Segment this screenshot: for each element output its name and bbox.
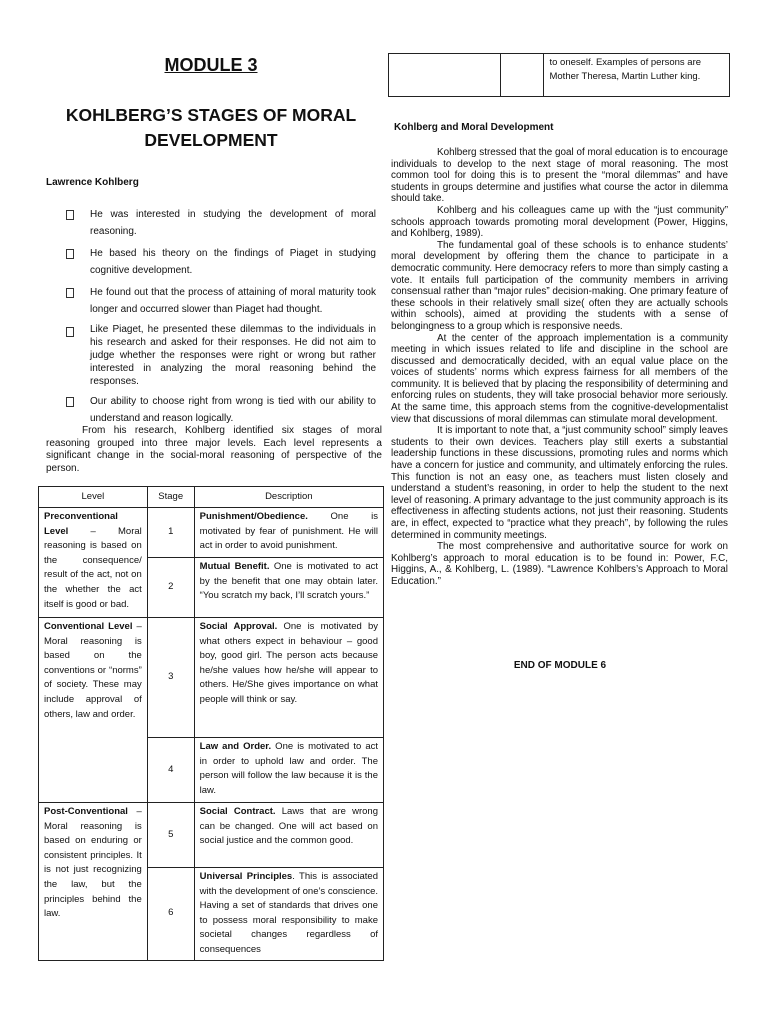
level-name: Conventional Level [44,621,133,632]
bullet-item [66,206,376,240]
level-cell [39,803,148,961]
paragraph: The fundamental goal of these schools is to enhance students’ moral development by offering them the chance to participate in a democratic community. Here democracy refers to more than simply casting a vote. It entails full participation of the community members in arriving consensual rather than “major rules” decision-making. One primary feature of these schools in their relatively small size( often they are actually schools within schools), aimed at providing the students with a sense of belongingness to a group which is responsive needs. [391,239,728,332]
level-text: – Moral reasoning is based on enduring or consistent principles. It is not just recognizing the law, but the principles behind the law. [44,806,142,920]
right-body-text [391,147,728,588]
bullet-text: Like Piaget, he presented these dilemmas to the individuals in his research and asked for their responses. He did not aim to judge whether the responses were right or wrong but rather interested in analyzing the moral reasoning behind the responses. [90,324,376,387]
level-text: – Moral reasoning is based on the conventions or “norms” of society. These may include approval of others, law and order. [44,621,142,720]
table-row [39,618,384,738]
stage-description [194,738,383,803]
stage-description [194,618,383,738]
bullet-text: He found out that the process of attaining of moral maturity took longer and occurred slower than Piaget had thought. [90,287,376,315]
stage-text: Laws that are wrong can be changed. One will act based on social justice and the common good. [199,806,378,847]
stage-description [194,868,383,961]
stage-title: Social Approval. [199,621,278,632]
intro-paragraph: From his research, Kohlberg identified six stages of moral reasoning grouped into three major levels. Each level represents a significant change in the social-moral reasoning of perspective of the person. [46,425,382,474]
bullet-box-icon [66,210,74,220]
header-description: Description [194,487,383,508]
bullet-box-icon [66,249,74,259]
bullet-list [66,206,376,432]
bullet-box-icon [66,397,74,407]
stage-number: 5 [147,803,194,868]
level-text: – Moral reasoning is based on the consequence/ result of the act, not on the whether the act itself is good or bad. [44,525,142,610]
header-level: Level [39,487,148,508]
stage-number: 2 [147,558,194,618]
level-name: Preconventional Level [44,511,118,537]
bullet-box-icon [66,327,74,337]
table-row [389,54,730,97]
stage-text: One is motivated by what others expect in behaviour – good boy, good girl. The person acts because he/she values how he/she will appear to others. He/She gives importance on what people will think or say. [199,621,378,705]
bullet-text: Our ability to choose right from wrong is tied with our ability to understand and reason logically. [90,396,376,424]
stage-title: Social Contract. [199,806,276,817]
stage-title: Universal Principles [199,871,293,882]
paragraph: Kohlberg and his colleagues came up with the “just community” schools approach towards promoting moral development (Power, Higgins, and Kohlberg, 1989). [391,204,728,240]
level-name: Post-Conventional [44,806,128,817]
stage-title: Punishment/Obedience. [199,511,308,522]
module-title: MODULE 3 [164,55,258,75]
stages-table [38,486,384,961]
document-title: KOHLBERG’S STAGES OF MORAL DEVELOPMENT [65,105,357,150]
bullet-item [66,245,376,279]
stage-title: Mutual Benefit. [199,561,270,572]
continued-description: to oneself. Examples of persons are Mother Theresa, Martin Luther king. [544,54,730,97]
end-of-module: END OF MODULE 6 [513,660,607,671]
stage-number: 4 [147,738,194,803]
right-heading: Kohlberg and Moral Development [394,122,554,133]
stage-number: 3 [147,618,194,738]
stage-number: 1 [147,508,194,558]
bullet-item [66,284,376,318]
stage-text: . This is associated with the development of one’s conscience. Having a set of standards that drives one to possess moral responsibility to make societal changes regardless of consequences [199,871,378,955]
header-stage: Stage [147,487,194,508]
paragraph: At the center of the approach implementation is a community meeting in which issues related to life and discipline in the school are discussed and democratically decided, with an equal value place on the voices of students’ norms which express fairness for all members of the community. It is believed that by placing the responsibility of determining and enforcing rules on students, they will take prosocial behavior more seriously. At the same time, this approach stems from the cognitive-developmentalist view that discussions of moral dilemmas can stimulate moral development. [391,332,728,425]
stage-description [194,803,383,868]
table-row [39,508,384,558]
level-cell [39,618,148,803]
continued-table [388,53,730,97]
paragraph: It is important to note that, a “just community school” simply leaves students to their own devices. Teachers play still exerts a substantial leadership functions in these discussions, promoting rules and norms which have a concern for justice and community, and ultimately enforcing the rules. This function is not an easy one, as teachers must listen closely and understand a student’s reasoning, in order to help the student to the next level of reasoning. A primary advantage to the just community approach is its effectiveness in affecting students actions, not just their reasoning. Students are, in effect, expected to “practice what they preach”, by following the rules determined in community meetings. [391,425,728,541]
stage-title: Law and Order. [199,741,272,752]
stage-number: 6 [147,868,194,961]
empty-level-cell [389,54,501,97]
bullet-box-icon [66,288,74,298]
stage-text: One is motivated to act in order to uphold law and order. The person will follow the law because it is the law. [199,741,378,796]
bullet-text: He based his theory on the findings of Piaget in studying cognitive development. [90,248,376,276]
bullet-text: He was interested in studying the development of moral reasoning. [90,209,376,237]
stage-text: One is motivated by fear of punishment. He will act in order to avoid punishment. [199,511,378,552]
empty-stage-cell [500,54,544,97]
stage-description [194,558,383,618]
section-heading: Lawrence Kohlberg [46,177,139,188]
bullet-item [66,393,376,427]
paragraph: Kohlberg stressed that the goal of moral education is to encourage individuals to develop to the next stage of moral reasoning. The most common tool for doing this is to present the “moral dilemmas” and have students in groups determine and justifies what course the actor in dilemma should take. [391,147,728,205]
table-row [39,803,384,868]
bullet-item [66,323,376,388]
stage-text: One is motivated to act by the benefit that one may obtain later. “You scratch my back, I’ll scratch yours.” [199,561,378,602]
table-header-row [39,487,384,508]
stage-description [194,508,383,558]
level-cell [39,508,148,618]
paragraph: The most comprehensive and authoritative source for work on Kohlberg’s approach to moral education is to be found in: Power, F.C, Higgins, A., & Kohlberg, L. (1989). “Lawrence Kohlbers’s Approach to Moral Education.” [391,541,728,587]
